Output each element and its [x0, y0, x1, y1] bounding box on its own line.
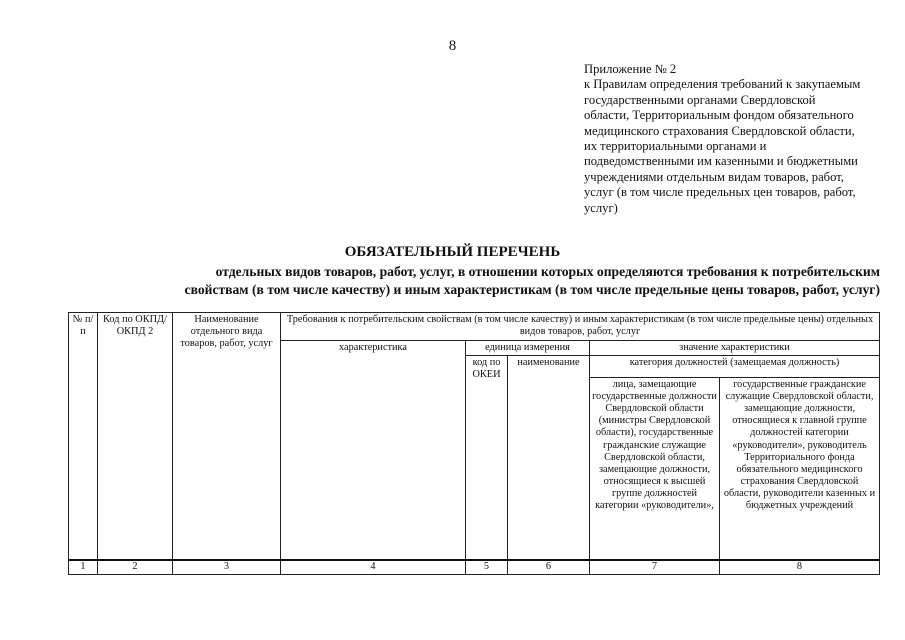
- header-value: значение характеристики: [590, 341, 880, 356]
- subtitle-line-1: отдельных видов товаров, работ, услуг, в отношении которых определяются требования к потребительским: [215, 264, 880, 279]
- appendix-line: учреждениями отдельным видам товаров, работ,: [584, 169, 844, 184]
- appendix-line: их территориальными органами и: [584, 139, 767, 154]
- header-requirements: Требования к потребительским свойствам (в том числе качеству) и иным характеристикам (в том числе предельные цены) отдельных видов товаров, работ, услуг: [281, 313, 880, 341]
- appendix-line: государственными органами Свердловской: [584, 92, 816, 107]
- requirements-table: [68, 312, 880, 575]
- subtitle-line-2: свойствам (в том числе качеству) и иным характеристикам (в том числе предельные цены товаров, работ, услуг): [184, 282, 880, 297]
- header-item-name: Наименование отдельного вида товаров, работ, услуг: [173, 313, 281, 560]
- appendix-line: медицинского страхования Свердловской области,: [584, 123, 855, 138]
- appendix-line: к Правилам определения требований к закупаемым: [584, 77, 861, 92]
- header-okei-code: код по ОКЕИ: [466, 356, 508, 560]
- column-number-cell: 5: [466, 560, 508, 575]
- column-number-cell: 8: [720, 560, 880, 575]
- header-number: № п/п: [69, 313, 98, 560]
- appendix-line: Приложение № 2: [584, 62, 677, 76]
- page-number: 8: [448, 38, 457, 54]
- document-subtitle: [60, 263, 880, 299]
- column-number-cell: 4: [281, 560, 466, 575]
- header-unit: единица измерения: [466, 341, 590, 356]
- column-number-cell: 7: [590, 560, 720, 575]
- header-unit-name: наименование: [508, 356, 590, 560]
- header-characteristic: характеристика: [281, 341, 466, 560]
- appendix-line: области, Территориальным фондом обязательного: [584, 108, 854, 123]
- column-number-cell: 1: [69, 560, 98, 575]
- appendix-line: подведомственными им казенными и бюджетными: [584, 154, 858, 169]
- column-number-cell: 6: [508, 560, 590, 575]
- appendix-block: [584, 62, 884, 216]
- header-position-category: категория должностей (замещаемая должность): [590, 356, 880, 378]
- column-number-cell: 3: [173, 560, 281, 575]
- header-code: Код по ОКПД/ ОКПД 2: [98, 313, 173, 560]
- appendix-line: услуг (в том числе предельных цен товаров, работ,: [584, 185, 856, 200]
- appendix-line: услуг): [584, 200, 618, 215]
- document-title: ОБЯЗАТЕЛЬНЫЙ ПЕРЕЧЕНЬ: [344, 244, 561, 260]
- header-category-2: государственные гражданские служащие Свердловской области, замещающие должности, относящиеся к главной группе должностей категории «руководители», руководитель Территориального фонда обязательного медицинского страхования Свердловской области, руководители казенных и бюджетных учреждений: [720, 378, 880, 560]
- column-number-cell: 2: [98, 560, 173, 575]
- header-category-1: лица, замещающие государственные должности Свердловской области (министры Свердловской области), государственные гражданские служащие Свердловской области, замещающие должности, относящиеся к высшей группе должностей категории «руководители»,: [590, 378, 720, 560]
